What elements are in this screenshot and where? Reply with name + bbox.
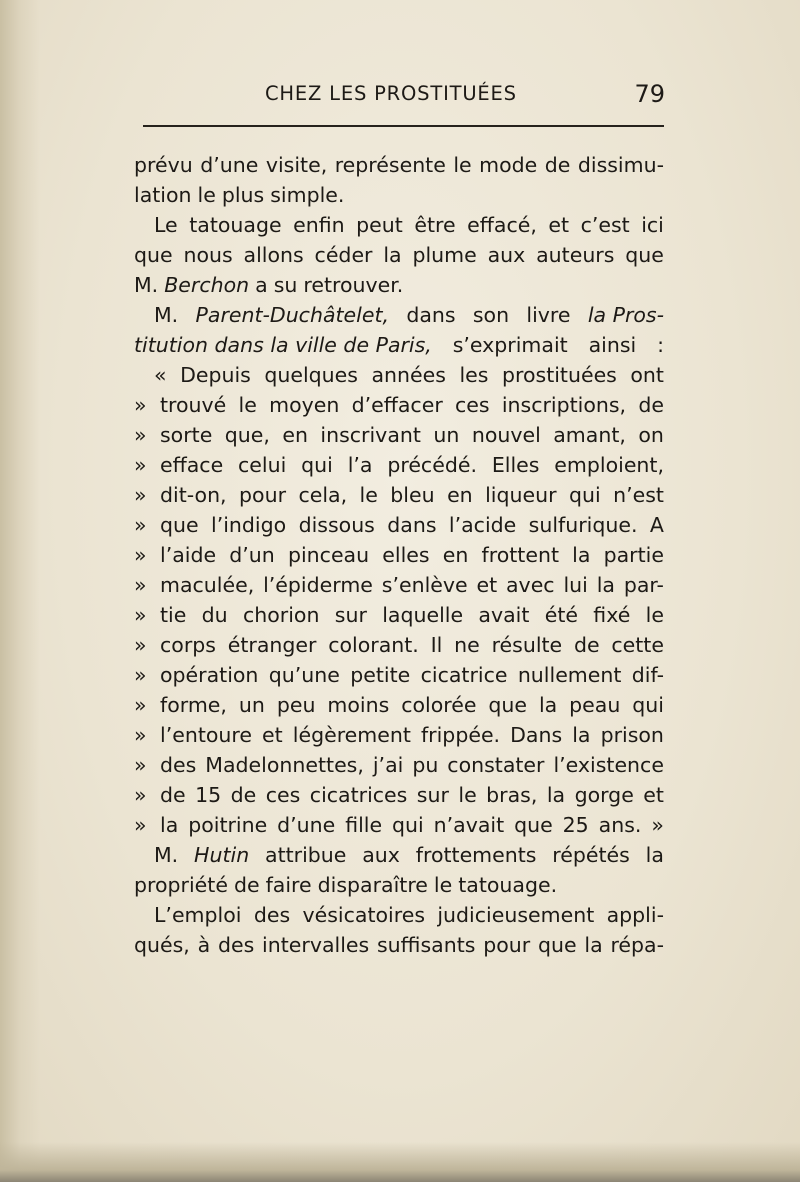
word: frottent — [481, 543, 559, 567]
word: livre — [526, 303, 571, 327]
word: que, — [224, 423, 270, 447]
word: nullement — [517, 663, 622, 687]
word: moyen — [269, 393, 340, 417]
word: à — [197, 933, 211, 957]
word: prison — [600, 723, 664, 747]
word: de — [544, 153, 571, 177]
word: que — [160, 513, 199, 537]
word: lui — [563, 573, 588, 597]
guillemet-mark: » — [134, 573, 147, 597]
word: cela, — [298, 483, 348, 507]
text-line — [134, 330, 664, 360]
word: son — [472, 303, 510, 327]
word: la — [538, 693, 558, 717]
word: ans. — [598, 813, 642, 837]
text-line — [134, 570, 664, 600]
word: Depuis — [180, 363, 251, 387]
word: peut — [356, 213, 403, 237]
guillemet-mark: » — [134, 783, 147, 807]
word: l’entoure — [160, 723, 252, 747]
quoted-text — [160, 420, 664, 450]
word: cette — [611, 633, 664, 657]
word: dit-on, — [160, 483, 227, 507]
word: amant, — [553, 423, 626, 447]
word: de — [230, 783, 257, 807]
word: et — [548, 213, 570, 237]
word: intervalles — [262, 933, 370, 957]
word: L’emploi — [154, 903, 242, 927]
word: qués, — [134, 933, 190, 957]
text-line — [134, 150, 664, 180]
guillemet-mark: » — [134, 633, 147, 657]
word: que — [134, 243, 173, 267]
word: celui — [238, 453, 287, 477]
word: mode — [479, 153, 538, 177]
quoted-text — [160, 660, 664, 690]
word: colorant. — [328, 633, 419, 657]
word: un — [433, 423, 460, 447]
word: cicatrices — [309, 783, 408, 807]
word: dif- — [631, 663, 664, 687]
word: » — [651, 813, 664, 837]
word: auteurs — [536, 243, 615, 267]
word: su — [273, 273, 298, 297]
running-title: CHEZ LES PROSTITUÉES — [265, 82, 517, 105]
word: et — [643, 783, 664, 807]
word: qu’une — [268, 663, 340, 687]
word: ces — [265, 783, 301, 807]
word: un — [238, 693, 265, 717]
word: poitrine — [188, 813, 268, 837]
body-text — [134, 150, 664, 960]
word: visite, — [265, 153, 328, 177]
word: tatouage. — [458, 873, 558, 897]
word: qui — [301, 453, 333, 477]
quoted-text — [160, 570, 664, 600]
word: la — [596, 573, 615, 597]
word: constater — [447, 753, 545, 777]
word: que — [625, 243, 664, 267]
word: d’effacer — [351, 393, 443, 417]
word: disparaître — [317, 873, 428, 897]
word: Il — [430, 633, 443, 657]
guillemet-mark: » — [134, 663, 147, 687]
word: le — [645, 603, 664, 627]
word: propriété — [134, 873, 228, 897]
text-line — [134, 720, 664, 750]
text-line — [134, 360, 664, 390]
word: que — [537, 933, 577, 957]
word: dissous — [298, 513, 375, 537]
word: frottements — [415, 843, 537, 867]
word: de — [638, 393, 664, 417]
word: de — [160, 783, 186, 807]
word: légèrement — [292, 723, 411, 747]
word: peau — [569, 693, 621, 717]
guillemet-mark: » — [134, 453, 147, 477]
word: partie — [603, 543, 664, 567]
guillemet-mark: » — [134, 423, 147, 447]
word: gorge — [574, 783, 634, 807]
word: l’épiderme — [263, 573, 373, 597]
word: par- — [623, 573, 664, 597]
word: maculée, — [160, 573, 255, 597]
word: : — [657, 333, 664, 357]
text-line — [134, 390, 664, 420]
word: qui — [632, 693, 664, 717]
word: plume — [412, 243, 477, 267]
word: tie — [160, 603, 187, 627]
quoted-text — [160, 390, 664, 420]
word: de — [573, 633, 600, 657]
quoted-text — [160, 780, 664, 810]
word: Madelonnettes, — [205, 753, 364, 777]
word: M. — [154, 303, 179, 327]
word: l’aide — [160, 543, 217, 567]
word: que — [488, 693, 528, 717]
word: qui — [568, 483, 601, 507]
text-line — [134, 270, 664, 300]
word: vésicatoires — [302, 903, 425, 927]
word: bras, — [486, 783, 538, 807]
text-line — [134, 600, 664, 630]
word: n’avait — [433, 813, 505, 837]
quoted-text — [160, 810, 664, 840]
word: d’un — [229, 543, 275, 567]
word: répa- — [610, 933, 664, 957]
word: n’est — [613, 483, 664, 507]
quoted-text — [160, 630, 664, 660]
word: opération — [160, 663, 259, 687]
word: pinceau — [287, 543, 370, 567]
word: ont — [630, 363, 664, 387]
word: quelques — [264, 363, 358, 387]
word: nouvel — [471, 423, 541, 447]
italic-word: Hutin — [194, 843, 250, 867]
word: le — [359, 483, 378, 507]
word: sur — [416, 783, 449, 807]
text-line — [134, 210, 664, 240]
word: en — [442, 543, 469, 567]
word: allons — [243, 243, 304, 267]
page-bottom-edge — [0, 1142, 800, 1182]
italic-word: titution dans la ville de Paris, — [134, 333, 432, 357]
word: inscriptions, — [501, 393, 627, 417]
quoted-text — [160, 600, 664, 630]
word: le — [197, 183, 216, 207]
word: j’ai — [372, 753, 404, 777]
word: la — [160, 813, 179, 837]
word: prévu — [134, 153, 193, 177]
word: des — [160, 753, 197, 777]
guillemet-mark: » — [134, 723, 147, 747]
quoted-text — [160, 750, 664, 780]
word: corps — [160, 633, 216, 657]
word: frippée. — [420, 723, 501, 747]
word: attribue — [265, 843, 347, 867]
guillemet-mark: » — [134, 543, 147, 567]
word: du — [201, 603, 228, 627]
word: 15 — [195, 783, 222, 807]
word: été — [544, 603, 578, 627]
word: « — [154, 363, 167, 387]
text-line — [134, 900, 664, 930]
text-line — [134, 810, 664, 840]
word: dans — [387, 513, 437, 537]
header-rule — [143, 125, 664, 127]
word: la — [383, 243, 402, 267]
italic-word: Parent-Duchâtelet, — [195, 303, 390, 327]
word: M. — [134, 273, 159, 297]
word: Elles — [491, 453, 540, 477]
word: fille — [345, 813, 383, 837]
word: années — [371, 363, 446, 387]
word: bleu — [390, 483, 435, 507]
word: ainsi — [588, 333, 637, 357]
word: petite — [350, 663, 411, 687]
word: avait — [478, 603, 530, 627]
word: simple. — [270, 183, 345, 207]
word: en — [282, 423, 308, 447]
word: résulte — [491, 633, 563, 657]
word: l’indigo — [211, 513, 287, 537]
word: s’enlève — [381, 573, 468, 597]
word: être — [414, 213, 456, 237]
word: effacé, — [467, 213, 537, 237]
word: sur — [334, 603, 367, 627]
word: forme, — [160, 693, 227, 717]
text-line — [134, 450, 664, 480]
text-line — [134, 750, 664, 780]
word: M. — [154, 843, 179, 867]
word: nous — [183, 243, 233, 267]
word: A — [649, 513, 664, 537]
word: appli- — [606, 903, 664, 927]
guillemet-mark: » — [134, 483, 147, 507]
word: précédé. — [387, 453, 477, 477]
word: pu — [412, 753, 439, 777]
italic-word: la Pros- — [587, 303, 664, 327]
text-line — [134, 870, 664, 900]
word: a — [255, 273, 268, 297]
page-number: 79 — [634, 80, 665, 108]
word: 25 — [562, 813, 589, 837]
word: la — [572, 723, 591, 747]
word: pour — [239, 483, 286, 507]
quoted-text — [160, 540, 664, 570]
word: chorion — [243, 603, 320, 627]
quoted-text — [160, 690, 664, 720]
word: s’exprimait — [452, 333, 568, 357]
word: le — [433, 873, 453, 897]
word: le — [458, 783, 477, 807]
word: l’existence — [553, 753, 664, 777]
word: ne — [454, 633, 480, 657]
word: étranger — [227, 633, 317, 657]
page-gutter-shadow — [0, 0, 40, 1182]
text-line — [134, 930, 664, 960]
text-line — [134, 480, 664, 510]
word: pour — [483, 933, 531, 957]
word: d’une — [200, 153, 259, 177]
word: laquelle — [382, 603, 464, 627]
word: représente — [334, 153, 446, 177]
word: aux — [487, 243, 526, 267]
guillemet-mark: » — [134, 393, 147, 417]
word: lation — [134, 183, 192, 207]
word: la — [584, 933, 603, 957]
word: on — [638, 423, 664, 447]
word: aux — [362, 843, 400, 867]
word: des — [217, 933, 255, 957]
word: dans — [406, 303, 456, 327]
word: sulfurique. — [528, 513, 638, 537]
word: la — [546, 783, 566, 807]
word: dissimu- — [577, 153, 664, 177]
word: le — [453, 153, 472, 177]
word: colorée — [401, 693, 477, 717]
word: ici — [641, 213, 664, 237]
quoted-text — [160, 450, 664, 480]
text-line — [134, 510, 664, 540]
guillemet-mark: » — [134, 603, 147, 627]
word: le — [238, 393, 257, 417]
word: cicatrice — [420, 663, 508, 687]
word: retrouver. — [303, 273, 404, 297]
word: Le — [154, 213, 178, 237]
quoted-text — [160, 720, 664, 750]
word: et — [262, 723, 283, 747]
guillemet-mark: » — [134, 753, 147, 777]
word: des — [253, 903, 291, 927]
word: céder — [314, 243, 373, 267]
running-header — [140, 82, 665, 112]
text-line — [134, 660, 664, 690]
word: les — [459, 363, 489, 387]
word: répétés — [552, 843, 630, 867]
word: suffisants — [376, 933, 476, 957]
word: trouvé — [160, 393, 227, 417]
text-line — [134, 630, 664, 660]
word: fixé — [593, 603, 631, 627]
word: de — [233, 873, 260, 897]
text-line — [134, 300, 664, 330]
word: efface — [160, 453, 224, 477]
guillemet-mark: » — [134, 513, 147, 537]
word: tatouage — [189, 213, 282, 237]
word: d’une — [277, 813, 336, 837]
word: l’a — [347, 453, 373, 477]
text-line — [134, 180, 664, 210]
word: ces — [455, 393, 490, 417]
word: judicieusement — [437, 903, 595, 927]
word: plus — [221, 183, 265, 207]
word: faire — [265, 873, 312, 897]
quoted-text — [160, 480, 664, 510]
text-line — [134, 420, 664, 450]
word: que — [514, 813, 553, 837]
word: avec — [506, 573, 555, 597]
word: peu — [276, 693, 316, 717]
text-line — [134, 240, 664, 270]
word: emploient, — [554, 453, 664, 477]
text-line — [134, 780, 664, 810]
word: enfin — [293, 213, 345, 237]
italic-word: Berchon — [164, 273, 250, 297]
word: prostituées — [501, 363, 617, 387]
text-line — [134, 840, 664, 870]
word: la — [645, 843, 664, 867]
word: inscrivant — [320, 423, 421, 447]
word: Dans — [510, 723, 563, 747]
guillemet-mark: » — [134, 693, 147, 717]
word: moins — [327, 693, 390, 717]
word: en — [447, 483, 473, 507]
word: liqueur — [485, 483, 557, 507]
guillemet-mark: » — [134, 813, 147, 837]
word: l’acide — [448, 513, 517, 537]
text-line — [134, 540, 664, 570]
text-line — [134, 690, 664, 720]
quoted-text — [160, 510, 664, 540]
word: et — [476, 573, 498, 597]
word: c’est — [580, 213, 630, 237]
word: qui — [392, 813, 424, 837]
word: sorte — [160, 423, 213, 447]
word: la — [572, 543, 591, 567]
word: elles — [382, 543, 430, 567]
